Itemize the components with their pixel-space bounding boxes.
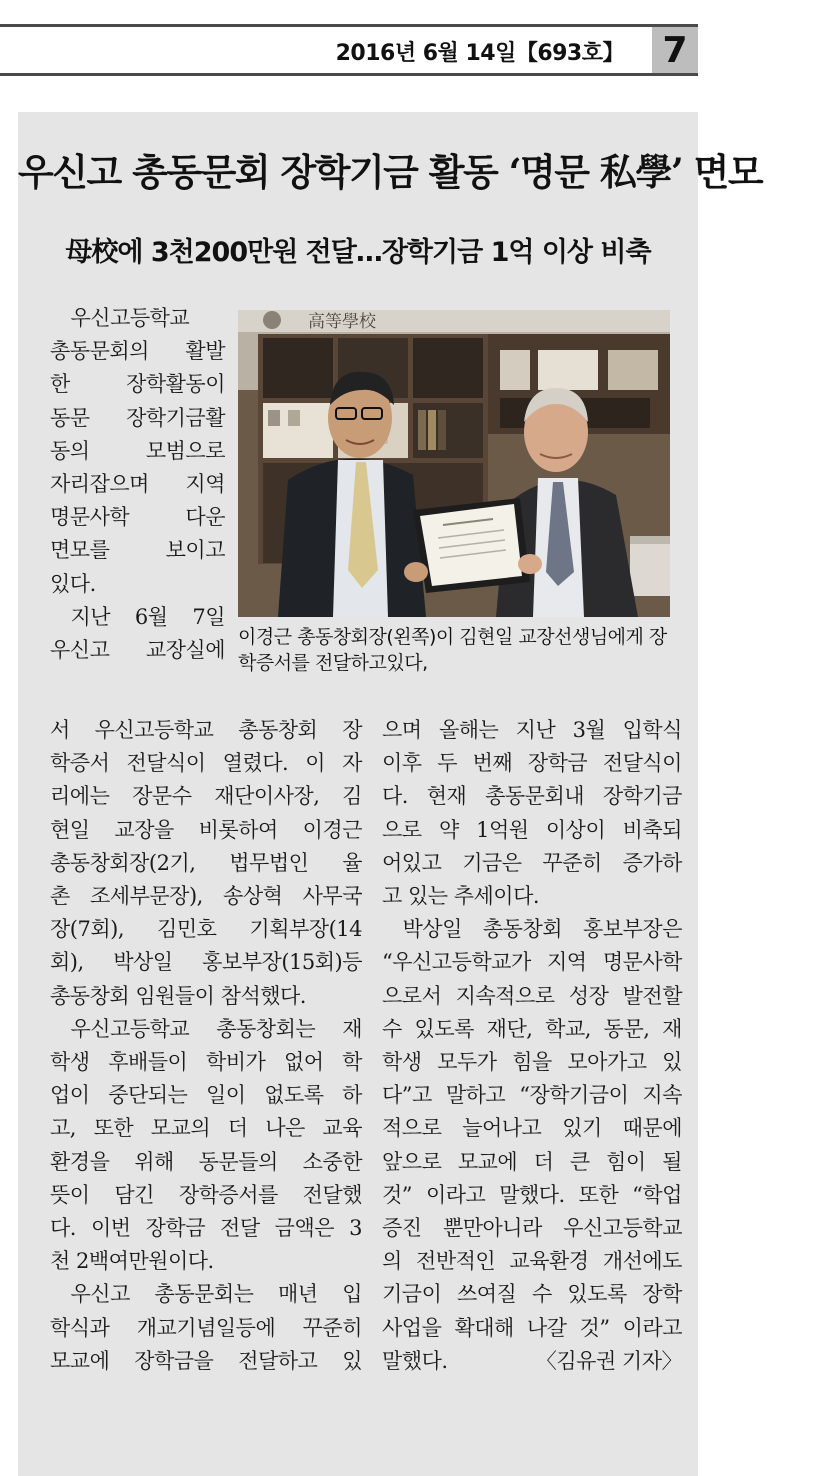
text-line [382, 880, 682, 913]
issue-date: 2016년 6월 14일【693호】 [335, 41, 624, 66]
text-word: 서 [50, 718, 70, 742]
text-word: 전달식이 [602, 751, 682, 776]
text-word: 이 [305, 751, 326, 776]
text-line [50, 980, 362, 1013]
text-word: 있는 [407, 884, 454, 909]
text-line [382, 1278, 682, 1311]
text-word: 학생 [50, 1050, 90, 1075]
header-rule-bottom [0, 73, 698, 76]
text-word: 재단이사장, [214, 784, 320, 809]
text-word: 모교의 [150, 1116, 211, 1141]
text-word: 사업을 [382, 1315, 442, 1340]
text-word: “장학기금이 [519, 1083, 629, 1108]
left-text-column [50, 714, 362, 1378]
text-word: 있 [662, 1050, 682, 1075]
text-word: 참석했다. [220, 983, 306, 1008]
text-word: 있기 [562, 1116, 602, 1141]
text-line [382, 1112, 682, 1145]
article-photo [238, 310, 670, 617]
text-line [382, 980, 682, 1013]
text-word: 총동문회는 [154, 1282, 254, 1307]
text-word: 3 [349, 1216, 362, 1241]
text-word: 우신고등학교 [94, 718, 214, 742]
text-word: 한 [50, 372, 70, 397]
text-word: 우신고등학교 [50, 1016, 190, 1041]
text-word: 재 [662, 1016, 682, 1041]
text-line [382, 1212, 682, 1245]
text-word: 후배들이 [108, 1050, 188, 1075]
text-word: 학비가 [205, 1050, 266, 1075]
text-word: 홍보부장은 [583, 917, 682, 942]
text-word: 중단되는 [108, 1083, 188, 1108]
text-word: 어있고 [382, 850, 442, 875]
text-word: “학업 [632, 1182, 682, 1207]
text-word: 나갈 [526, 1315, 567, 1340]
text-word: 우신고등학교 [563, 1216, 682, 1241]
text-line [382, 1146, 682, 1179]
text-word: 될 [662, 1149, 682, 1174]
text-word: 큰 [569, 1149, 590, 1174]
text-word: 확대해 [454, 1315, 514, 1340]
text-word: 김 [342, 784, 362, 809]
text-word: 때문에 [622, 1116, 682, 1141]
text-line [50, 714, 362, 747]
text-word: 자리잡으며 [50, 472, 149, 497]
text-word: 증가하 [622, 850, 682, 875]
text-word: 지속적으로 [455, 983, 555, 1008]
text-word: 임원들이 [135, 983, 221, 1008]
text-word: 으로서 [382, 983, 442, 1008]
text-line [50, 747, 362, 780]
text-word: 번째 [472, 751, 513, 776]
text-word: 장학기금 [602, 784, 682, 809]
text-word: 이라고 [425, 1182, 486, 1207]
text-line [50, 780, 362, 813]
text-line [382, 780, 682, 813]
text-word: 총동창회는 [216, 1016, 316, 1041]
text-word: 법무법인 [229, 850, 309, 875]
text-word: 보이고 [165, 538, 225, 563]
text-word: 말하고 [445, 1083, 506, 1108]
text-word: 일이 [205, 1083, 246, 1108]
text-line [50, 534, 225, 567]
text-word: 2백여만원이다. [75, 1249, 214, 1274]
text-word: 이번 [91, 1216, 131, 1241]
text-line [50, 501, 225, 534]
text-line [382, 1046, 682, 1079]
text-word: 의 [382, 1249, 402, 1274]
text-line [50, 634, 225, 667]
text-word: 힘을 [512, 1050, 552, 1075]
text-word: 총동창회 [238, 718, 318, 742]
text-word: 학생 [382, 1050, 422, 1075]
text-word: 총동문회의 [50, 339, 149, 364]
article-headline: 우신고 총동문회 장학기금 활동 ‘명문 私學’ 면모 [18, 150, 763, 194]
text-line [50, 1046, 362, 1079]
text-line [50, 1013, 362, 1046]
text-word: 명문사학 [50, 505, 130, 530]
text-word: 쓰여질 [456, 1282, 517, 1307]
text-word: 꾸준히 [302, 1315, 362, 1340]
text-line [382, 1312, 682, 1345]
text-word: 이라고 [622, 1315, 682, 1340]
text-word: 동의 [50, 438, 90, 463]
text-line [50, 1212, 362, 1245]
text-word: 증진 [382, 1216, 422, 1241]
text-word: 있도록 [414, 1016, 474, 1041]
text-line [50, 302, 225, 335]
text-line [50, 1312, 362, 1345]
text-word: 이경근 [302, 817, 362, 842]
text-word: 3월 [572, 718, 606, 742]
text-line [50, 568, 225, 601]
text-word: 모두가 [437, 1050, 497, 1075]
text-word: 전달했 [302, 1182, 362, 1207]
text-word: 꾸준히 [542, 850, 602, 875]
text-word: 지난 [515, 718, 556, 742]
text-word: 우신고 [50, 1282, 130, 1307]
text-line [382, 946, 682, 979]
wall-sign-text: 高等學校 [308, 312, 376, 332]
reporter-byline: 〈김유권 기자〉 [535, 1348, 682, 1373]
text-line [382, 814, 682, 847]
text-word: 고, [50, 1116, 76, 1141]
text-word: 소중한 [302, 1149, 362, 1174]
text-word: 총동창회 [50, 983, 136, 1008]
text-word: 말했다. [499, 1182, 565, 1207]
photo-caption: 이경근 총동창회장(왼쪽)이 김현일 교장선생님에게 장학증서를 전달하고있다, [238, 626, 667, 674]
narrow-text-column [50, 302, 225, 667]
text-line [382, 913, 682, 946]
text-line [50, 913, 362, 946]
text-line [50, 368, 225, 401]
text-word: 박상일 [382, 917, 462, 942]
text-word: 금액은 [274, 1216, 335, 1241]
text-word: 전반적인 [416, 1249, 496, 1274]
text-word: 올해는 [438, 718, 499, 742]
text-word: 명문사학 [602, 950, 682, 975]
text-word: 우신고등학교 [50, 306, 190, 330]
text-word: 총동창회 [482, 917, 563, 942]
text-line [50, 1112, 362, 1145]
text-word: 뜻이 [50, 1182, 90, 1207]
text-word: 으로 [382, 817, 422, 842]
text-word: 우신고 [50, 638, 110, 663]
text-word: 동문 [50, 405, 90, 430]
text-word: 홍보부장(15회)등 [202, 950, 362, 975]
text-word: 하 [342, 1083, 362, 1108]
byline-line [382, 1345, 682, 1378]
text-word: 열렸다. [222, 751, 289, 776]
text-word: 장문수 [132, 784, 192, 809]
text-word: 나은 [265, 1116, 305, 1141]
text-line [50, 1245, 362, 1278]
text-word: 장(7회), [50, 917, 124, 942]
text-word: 자 [342, 751, 362, 776]
text-word: 조세부문장), [90, 884, 203, 909]
text-word: 지역 [547, 950, 587, 975]
text-word: 6월 [134, 604, 168, 629]
text-line [50, 601, 225, 634]
text-word: 사무국 [302, 884, 362, 909]
text-word: 입학식 [622, 718, 682, 742]
text-word: 학증서 [50, 751, 110, 776]
text-word: 다”고 [382, 1083, 432, 1108]
text-word: 이상이 [545, 817, 606, 842]
text-line [382, 714, 682, 747]
text-word: 지속 [642, 1083, 682, 1108]
text-word: 현일 [50, 817, 90, 842]
text-word: 촌 [50, 884, 70, 909]
text-word: 김민호 [157, 917, 217, 942]
text-word: 비롯하여 [198, 817, 278, 842]
text-word: 장학활동이 [126, 372, 225, 397]
right-text-column [382, 714, 682, 1378]
text-word: 다. [50, 1216, 76, 1241]
text-word: 학식과 [50, 1315, 110, 1340]
text-word: 있 [342, 1348, 362, 1373]
text-word: 학 [342, 1050, 362, 1075]
text-word: 전달 [220, 1216, 260, 1241]
text-word: 재단, [486, 1016, 533, 1041]
text-word: 전달식이 [126, 751, 206, 776]
text-word: 장학금을 [134, 1348, 214, 1373]
text-word: 총동문회내 [485, 784, 585, 809]
text-line [50, 435, 225, 468]
text-word: 또한 [93, 1116, 134, 1141]
text-line [382, 1079, 682, 1112]
text-word: 교장실에 [145, 638, 225, 663]
text-line [50, 1345, 362, 1378]
text-word: 송상혁 [223, 884, 283, 909]
text-word: 없어 [283, 1050, 324, 1075]
text-word: 박상일 [113, 950, 173, 975]
text-line [382, 1179, 682, 1212]
text-line [50, 1278, 362, 1311]
text-line [50, 335, 225, 368]
text-word: 담긴 [114, 1182, 154, 1207]
text-word: 늘어나고 [462, 1116, 542, 1141]
text-word: 개교기념일등에 [136, 1315, 276, 1340]
text-word: 있다. [50, 571, 96, 596]
text-word: 이후 [382, 751, 422, 776]
text-line [50, 847, 362, 880]
text-word: 면모를 [50, 538, 110, 563]
text-word: 개선에도 [602, 1249, 682, 1274]
article-box [18, 112, 763, 1476]
text-word: 율 [342, 850, 362, 875]
text-word: 힘이 [606, 1149, 646, 1174]
text-line [50, 880, 362, 913]
text-line [50, 814, 362, 847]
text-line [50, 946, 362, 979]
text-word: 위해 [134, 1149, 174, 1174]
header-rule-top [0, 24, 698, 27]
text-word: 것” [382, 1182, 413, 1207]
text-word: 으며 [382, 718, 422, 742]
text-word: “우신고등학교가 [382, 950, 531, 975]
text-word: 뿐만아니라 [442, 1216, 542, 1241]
text-word: 앞으로 [382, 1149, 442, 1174]
text-word: 기획부장(14 [249, 917, 362, 942]
text-word: 지난 [50, 604, 111, 629]
text-line [50, 1079, 362, 1112]
text-word: 또한 [578, 1182, 619, 1207]
text-word: 학교, [545, 1016, 591, 1041]
text-word: 지역 [185, 472, 225, 497]
text-word: 모아가고 [567, 1050, 647, 1075]
text-word: 동문들의 [198, 1149, 278, 1174]
text-line [382, 1013, 682, 1046]
text-word: 현재 [426, 784, 467, 809]
page-header [0, 24, 698, 76]
text-word: 회), [50, 950, 84, 975]
text-word: 매년 [278, 1282, 318, 1307]
page-number: 7 [652, 27, 698, 73]
text-line [50, 468, 225, 501]
text-word: 더 [227, 1116, 248, 1141]
text-word: 총동창회장(2기, [50, 850, 196, 875]
text-word: 기금이 [382, 1282, 442, 1307]
text-word: 재 [342, 1016, 362, 1041]
text-word: 환경을 [50, 1149, 110, 1174]
text-word: 더 [533, 1149, 554, 1174]
text-word: 성장 [568, 983, 609, 1008]
text-word: 적으로 [382, 1116, 442, 1141]
text-word: 것” [579, 1315, 610, 1340]
text-word: 장학기금활 [126, 405, 225, 430]
text-word: 장학금 [145, 1216, 205, 1241]
text-word: 기금은 [462, 850, 522, 875]
text-word: 고 [382, 884, 408, 909]
text-word: 다. [382, 784, 408, 809]
text-word: 활발 [185, 339, 225, 364]
text-word: 있도록 [567, 1282, 627, 1307]
text-word: 입 [342, 1282, 362, 1307]
text-word: 교육환경 [509, 1249, 589, 1274]
text-line [382, 747, 682, 780]
text-word: 장 [342, 718, 362, 742]
text-word: 장학증서를 [178, 1182, 278, 1207]
text-line [50, 1179, 362, 1212]
text-line [50, 1146, 362, 1179]
text-word: 천 [50, 1249, 76, 1274]
text-word: 발전할 [622, 983, 682, 1008]
text-line [50, 402, 225, 435]
text-word: 업이 [50, 1083, 90, 1108]
text-word: 비축되 [622, 817, 682, 842]
text-word: 장학금 [527, 751, 588, 776]
text-word: 없도록 [264, 1083, 324, 1108]
text-word: 장학 [642, 1282, 682, 1307]
text-word: 수 [382, 1016, 402, 1041]
text-word: 모교에 [50, 1348, 110, 1373]
text-word: 다운 [185, 505, 225, 530]
text-line [382, 1245, 682, 1278]
text-word: 교육 [322, 1116, 362, 1141]
text-word: 모범으로 [145, 438, 225, 463]
text-word: 동문, [603, 1016, 650, 1041]
text-word: 전달하고 [238, 1348, 318, 1373]
text-word: 수 [531, 1282, 552, 1307]
text-word: 모교에 [457, 1149, 518, 1174]
text-word: 7일 [192, 604, 225, 629]
text-word: 1억원 [476, 817, 529, 842]
text-word: 추세이다. [453, 884, 540, 909]
closing-text: 말했다. [382, 1348, 448, 1373]
text-word: 교장을 [114, 817, 174, 842]
text-word: 리에는 [50, 784, 110, 809]
article-subheadline: 母校에 3천200만원 전달…장학기금 1억 이상 비축 [65, 237, 651, 268]
text-word: 두 [437, 751, 457, 776]
text-word: 약 [438, 817, 459, 842]
text-line [382, 847, 682, 880]
